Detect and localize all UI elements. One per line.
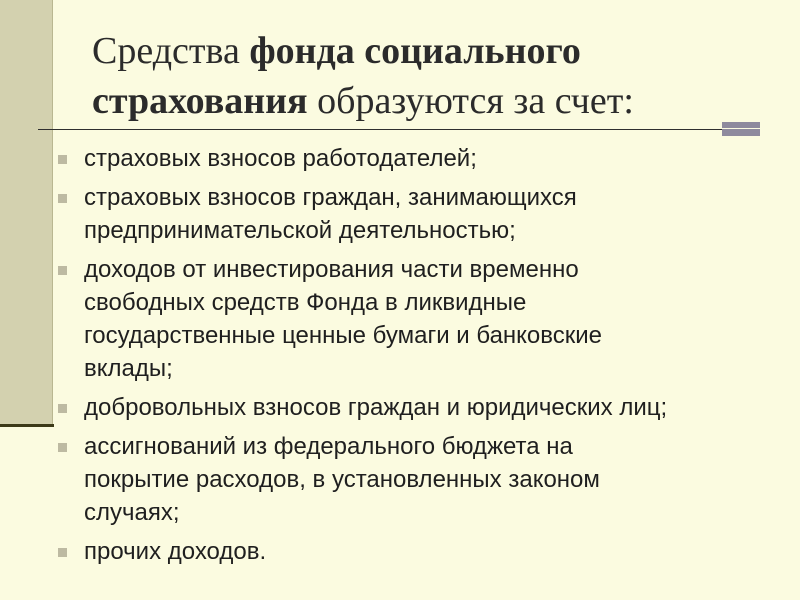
bullet-line: прочих доходов. — [84, 538, 267, 565]
slide-title — [92, 26, 772, 126]
square-bullet-icon — [58, 443, 67, 452]
square-bullet-icon — [58, 266, 67, 275]
bullet-line: страховых взносов работодателей; — [84, 145, 477, 172]
title-underline — [38, 129, 722, 130]
bullet-line: государственные ценные бумаги и банковские — [84, 322, 603, 349]
bullet-line: предпринимательской деятельностью; — [84, 217, 516, 244]
bullet-item-4 — [58, 391, 796, 424]
left-bar-rule — [0, 424, 54, 427]
bullet-line: добровольных взносов граждан и юридических лиц; — [84, 394, 668, 421]
bullet-line: страховых взносов граждан, занимающихся — [84, 184, 577, 211]
square-bullet-icon — [58, 155, 67, 164]
bullet-item-3 — [58, 253, 796, 385]
bullet-line: свободных средств Фонда в ликвидные — [84, 289, 527, 316]
bullet-list — [58, 136, 796, 568]
bullet-line: покрытие расходов, в установленных законом — [84, 466, 600, 493]
bullet-item-6 — [58, 535, 796, 568]
title-line1-bold: фонда социального — [249, 30, 581, 72]
bullet-line: вклады; — [84, 355, 173, 382]
bullet-line: доходов от инвестирования части временно — [84, 256, 579, 283]
title-underline-accent — [722, 122, 760, 136]
square-bullet-icon — [58, 194, 67, 203]
bullet-item-5 — [58, 430, 796, 529]
bullet-item-1 — [58, 142, 796, 175]
left-decorative-bar — [0, 0, 53, 425]
square-bullet-icon — [58, 404, 67, 413]
title-line2-bold: страхования — [92, 80, 308, 122]
square-bullet-icon — [58, 548, 67, 557]
bullet-item-2 — [58, 181, 796, 247]
bullet-line: случаях; — [84, 499, 180, 526]
title-line2-regular: образуются за счет: — [307, 80, 634, 122]
title-line1-regular: Средства — [92, 30, 250, 72]
bullet-line: ассигнований из федерального бюджета на — [84, 433, 573, 460]
